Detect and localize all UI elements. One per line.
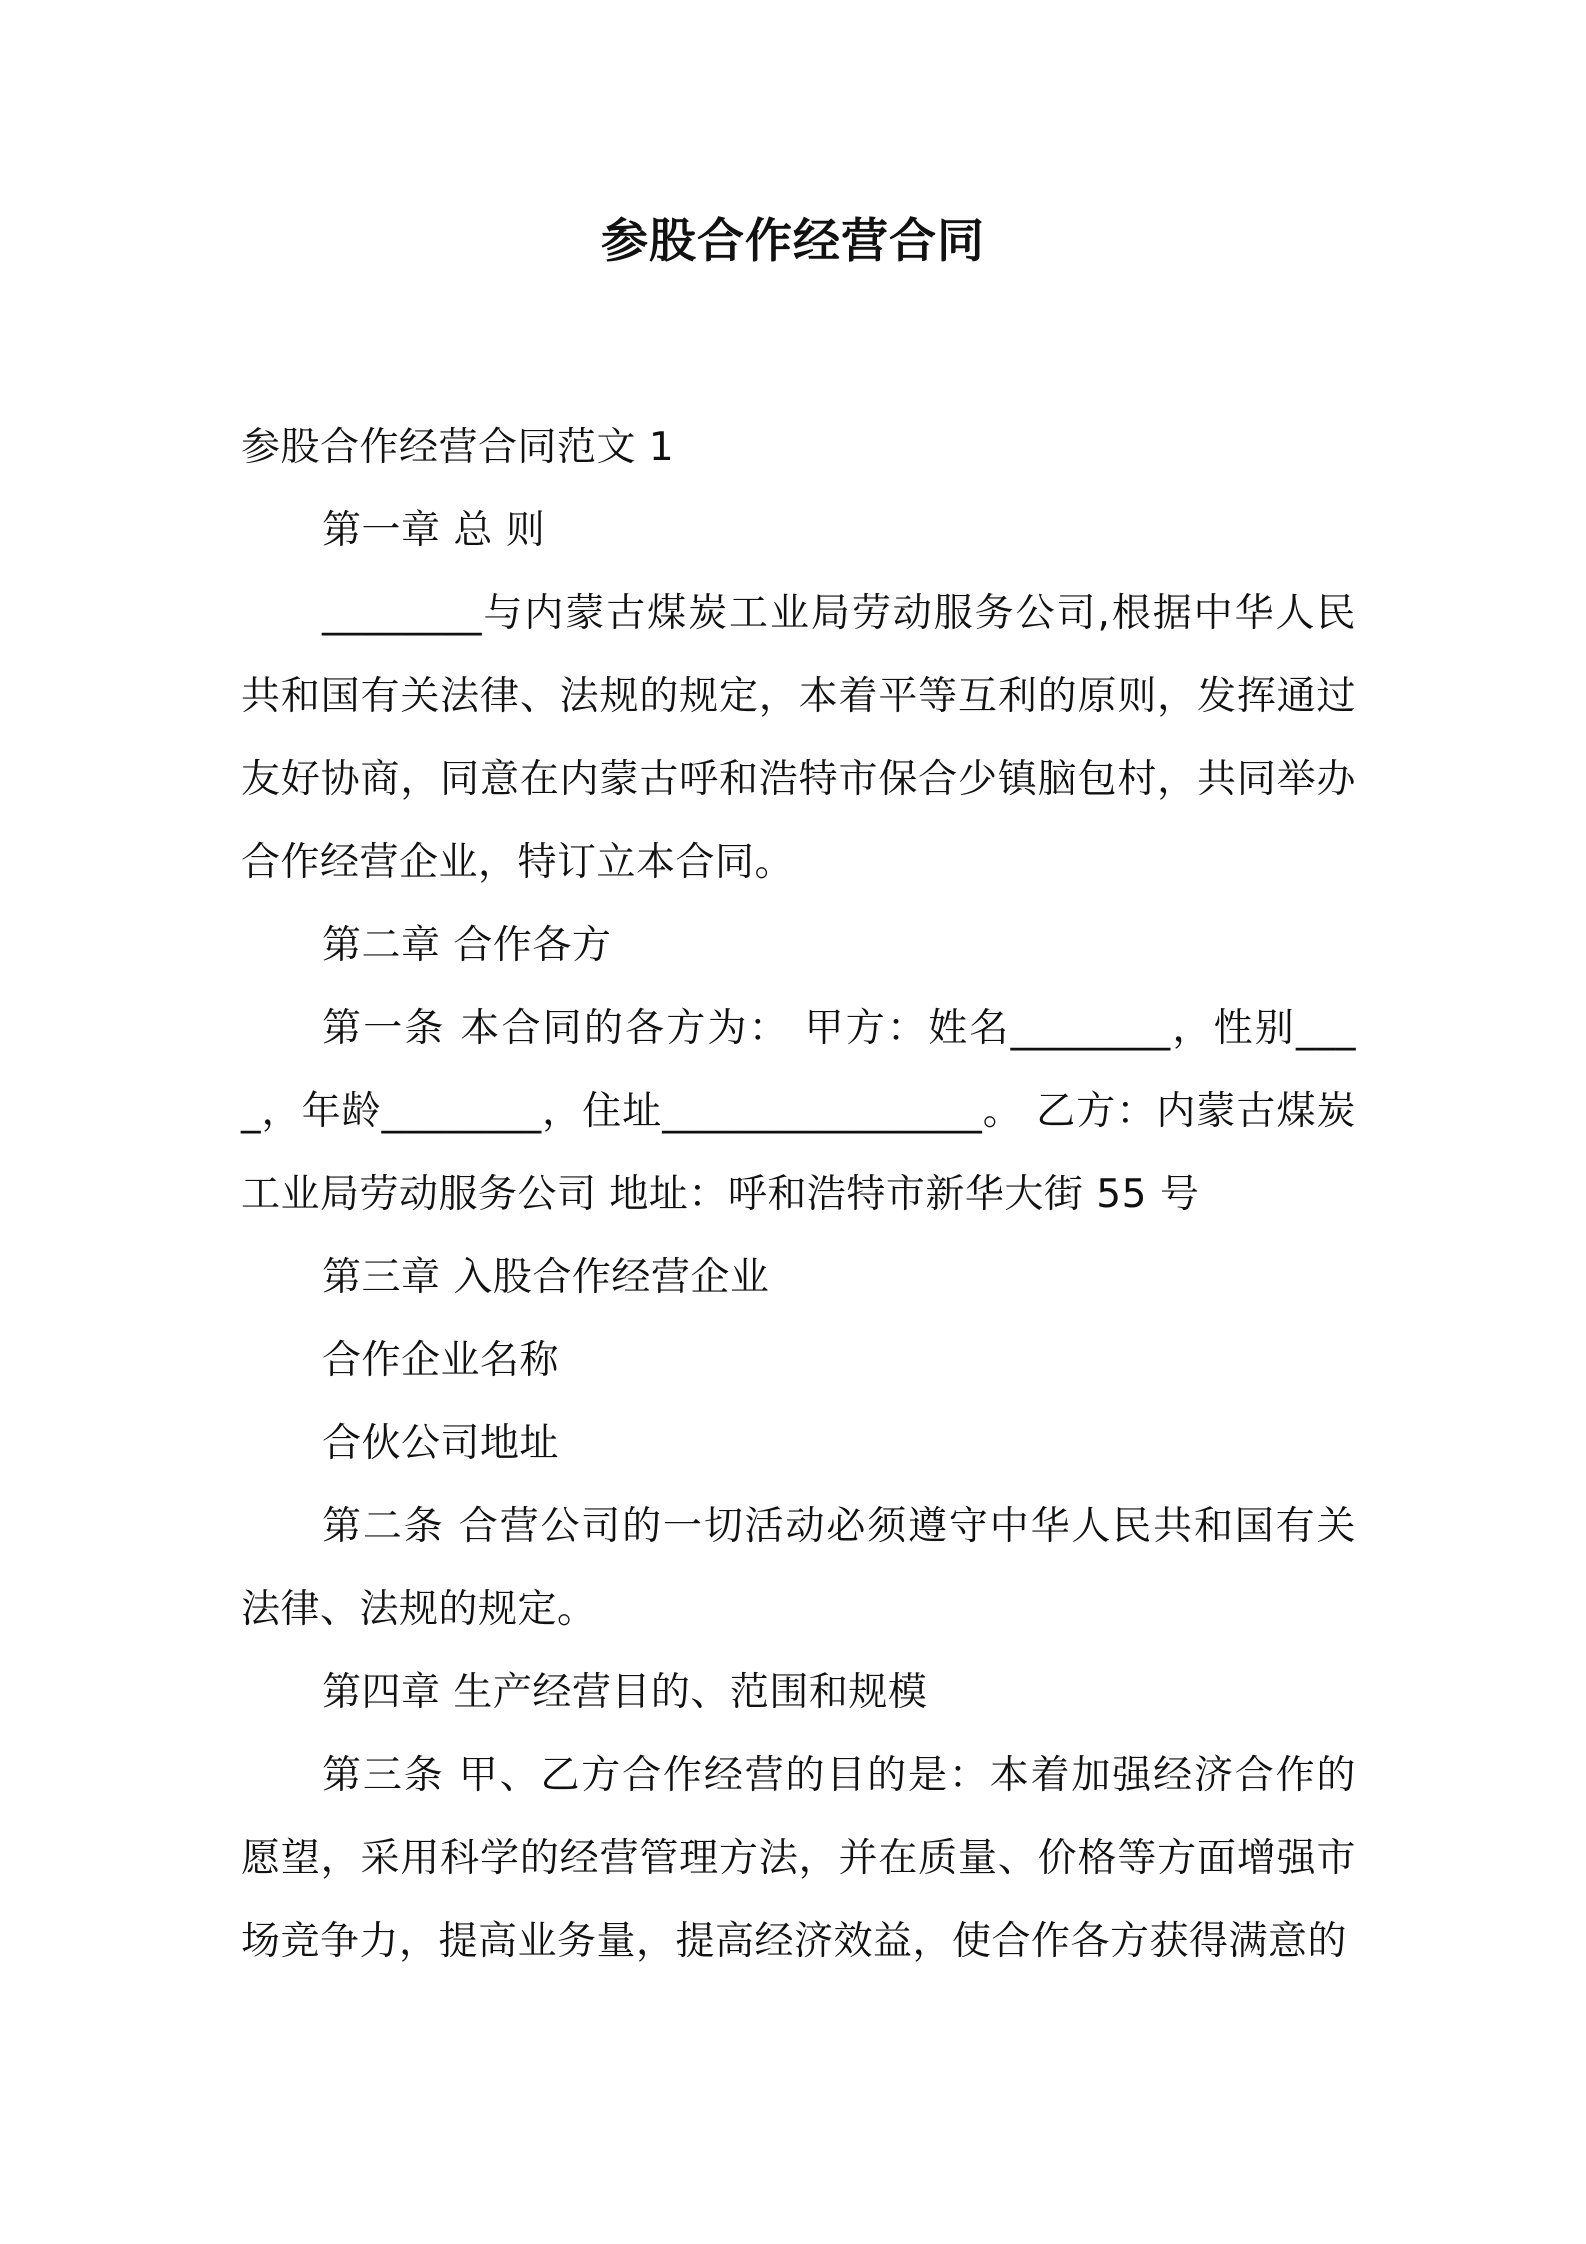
document-body <box>241 406 1356 1983</box>
paragraph-preamble: ________与内蒙古煤炭工业局劳动服务公司,根据中华人民共和国有关法律、法规的规定，本着平等互利的原则，发挥通过友好协商，同意在内蒙古呼和浩特市保合少镇脑包村，共同举办合作经营企业，特订立本合同。 <box>241 591 1356 885</box>
article-1: 第一条 本合同的各方为： 甲方：姓名________，性别____，年龄________，住址________________。 乙方：内蒙古煤炭工业局劳动服务公司 地址：呼和浩特市新华大街 55 号 <box>241 1006 1356 1217</box>
chapter-heading-2: 第二章 合作各方 <box>322 923 612 968</box>
chapter-heading-3: 第三章 入股合作经营企业 <box>322 1255 770 1300</box>
enterprise-name-line: 合作企业名称 <box>322 1338 560 1383</box>
chapter-heading-1: 第一章 总 则 <box>322 508 546 553</box>
paragraph-heading-sample: 参股合作经营合同范文 1 <box>241 425 675 470</box>
article-2: 第二条 合营公司的一切活动必须遵守中华人民共和国有关法律、法规的规定。 <box>241 1504 1356 1632</box>
article-3: 第三条 甲、乙方合作经营的目的是：本着加强经济合作的愿望，采用科学的经营管理方法，并在质量、价格等方面增强市场竞争力，提高业务量，提高经济效益，使合作各方获得满意的 <box>241 1753 1356 1964</box>
company-address-line: 合伙公司地址 <box>322 1421 560 1466</box>
chapter-heading-4: 第四章 生产经营目的、范围和规模 <box>322 1670 928 1715</box>
document-title: 参股合作经营合同 <box>601 214 985 269</box>
